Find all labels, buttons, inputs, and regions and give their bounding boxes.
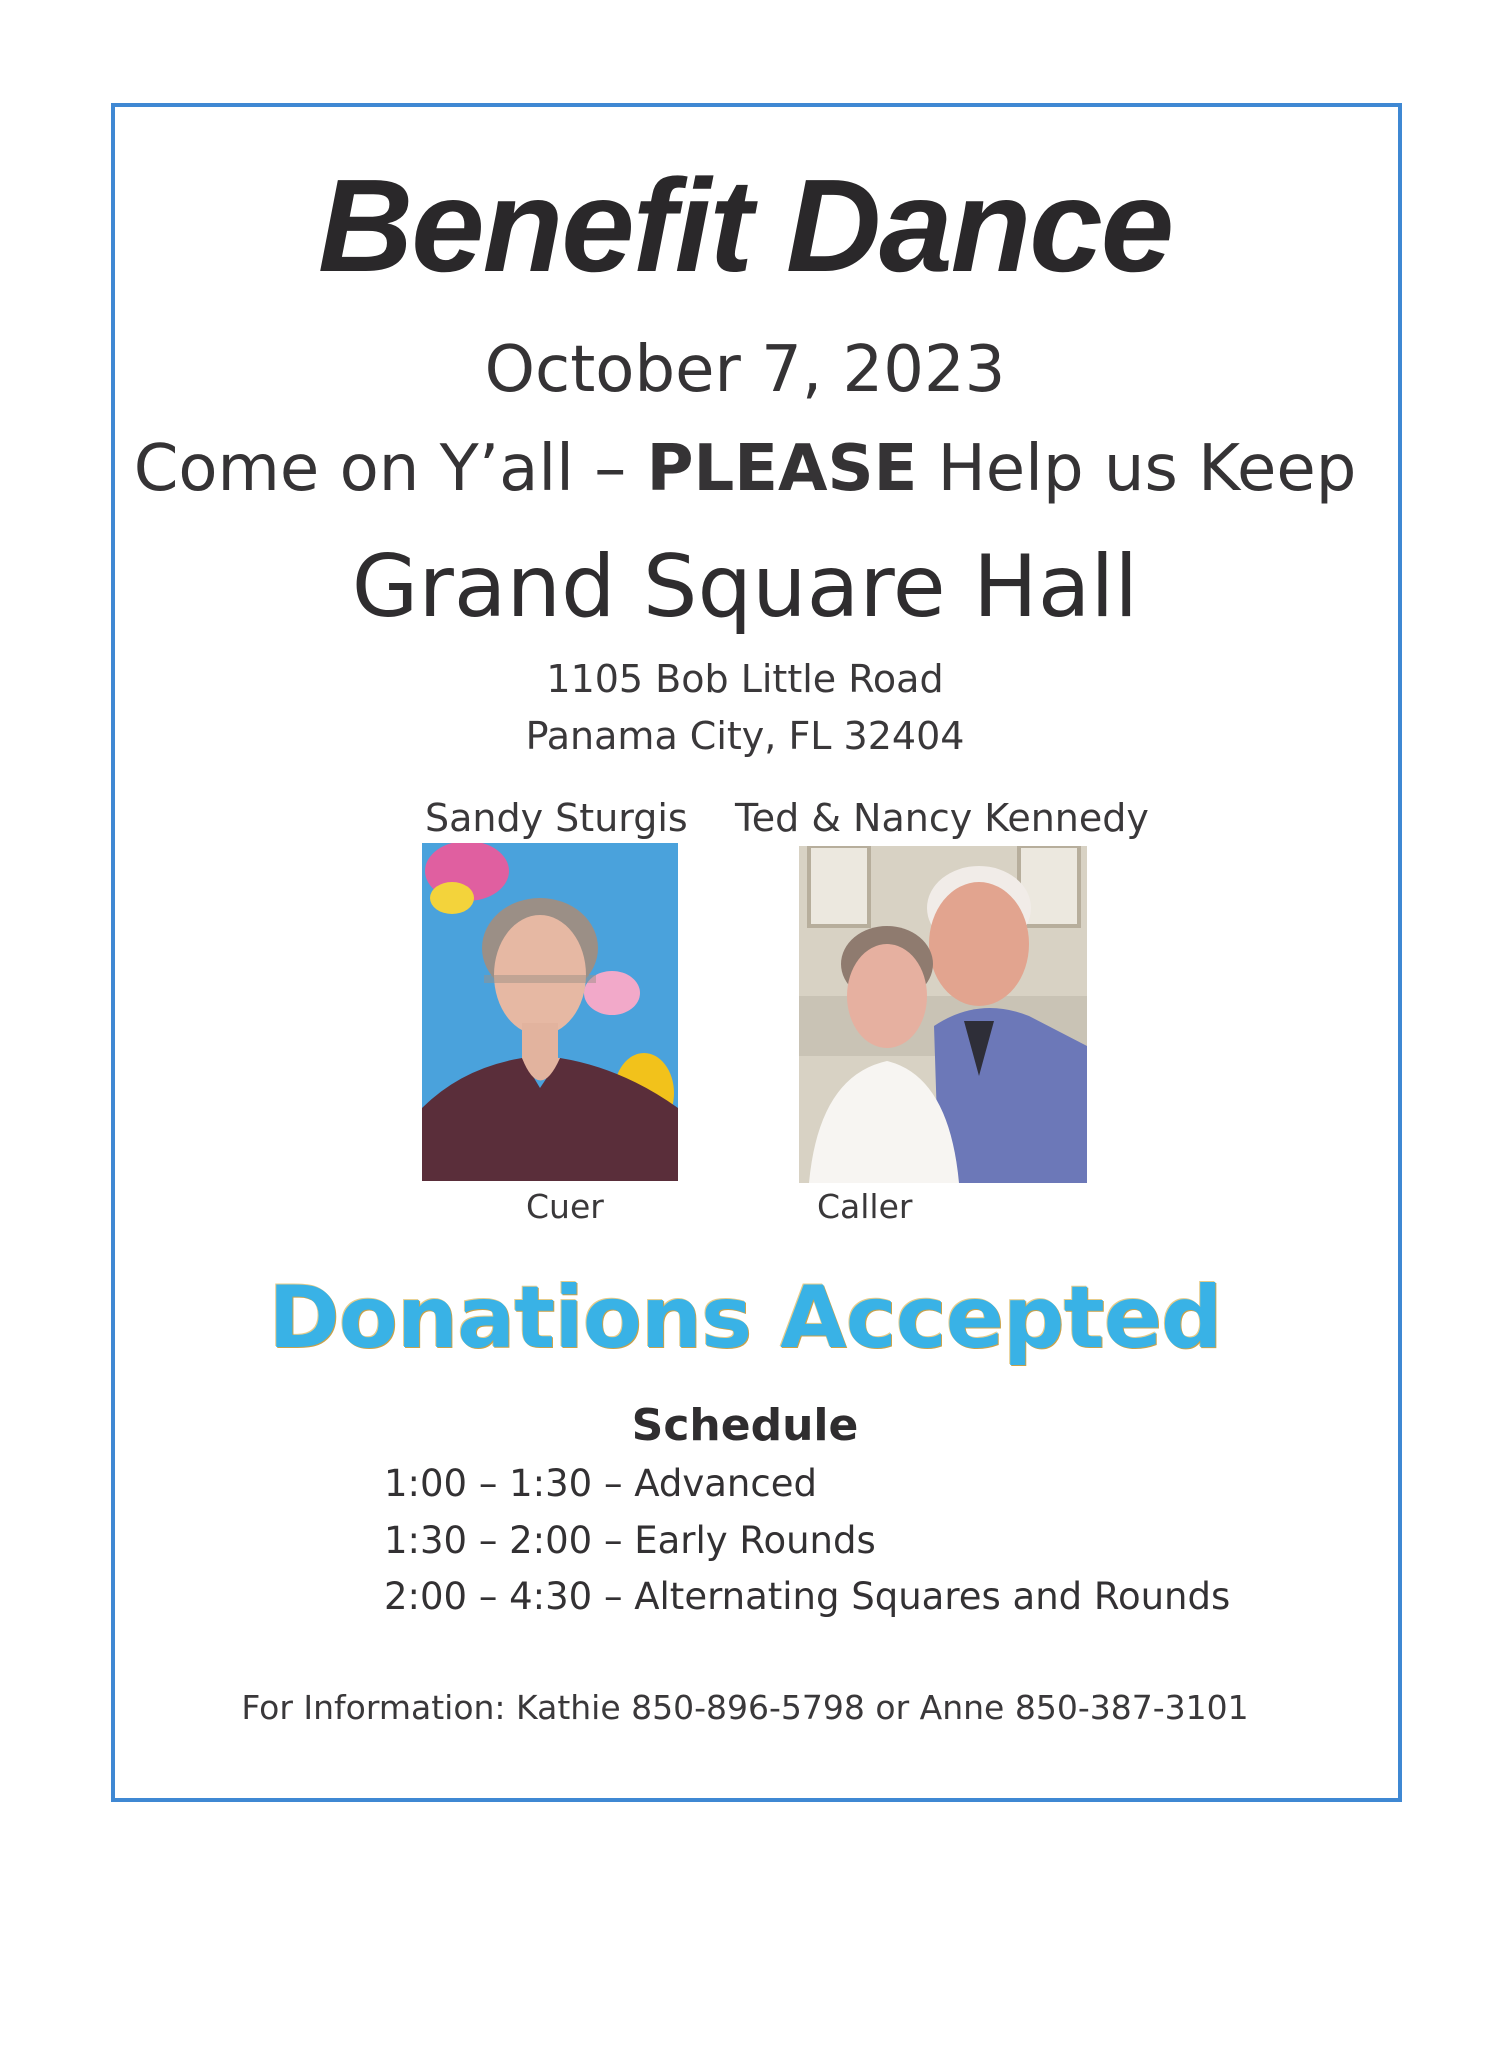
caller-portrait-image	[799, 846, 1087, 1183]
cuer-name: Sandy Sturgis	[425, 796, 688, 840]
schedule-item: 2:00 – 4:30 – Alternating Squares and Rounds	[384, 1575, 1231, 1618]
schedule-item: 1:30 – 2:00 – Early Rounds	[384, 1519, 876, 1562]
appeal-emphasis: PLEASE	[646, 432, 918, 506]
caller-photo	[799, 846, 1087, 1183]
cuer-role: Cuer	[526, 1187, 604, 1226]
address-line-1: 1105 Bob Little Road	[546, 657, 944, 701]
event-date: October 7, 2023	[484, 333, 1006, 407]
schedule-item: 1:00 – 1:30 – Advanced	[384, 1462, 817, 1505]
caller-name: Ted & Nancy Kennedy	[735, 796, 1149, 840]
appeal-line	[0, 432, 1490, 506]
donations-banner: Donations Accepted	[268, 1268, 1222, 1368]
cuer-photo	[422, 843, 678, 1181]
appeal-end: Help us Keep	[917, 432, 1357, 506]
contact-info: For Information: Kathie 850-896-5798 or Anne 850-387-3101	[241, 1688, 1249, 1727]
address-line-2: Panama City, FL 32404	[525, 714, 965, 758]
cuer-portrait-image	[422, 843, 678, 1181]
caller-role: Caller	[817, 1187, 913, 1226]
venue-name: Grand Square Hall	[351, 537, 1139, 637]
flyer-title: Benefit Dance	[317, 152, 1173, 299]
schedule-heading: Schedule	[631, 1400, 859, 1451]
appeal-start: Come on Y’all –	[133, 432, 647, 506]
